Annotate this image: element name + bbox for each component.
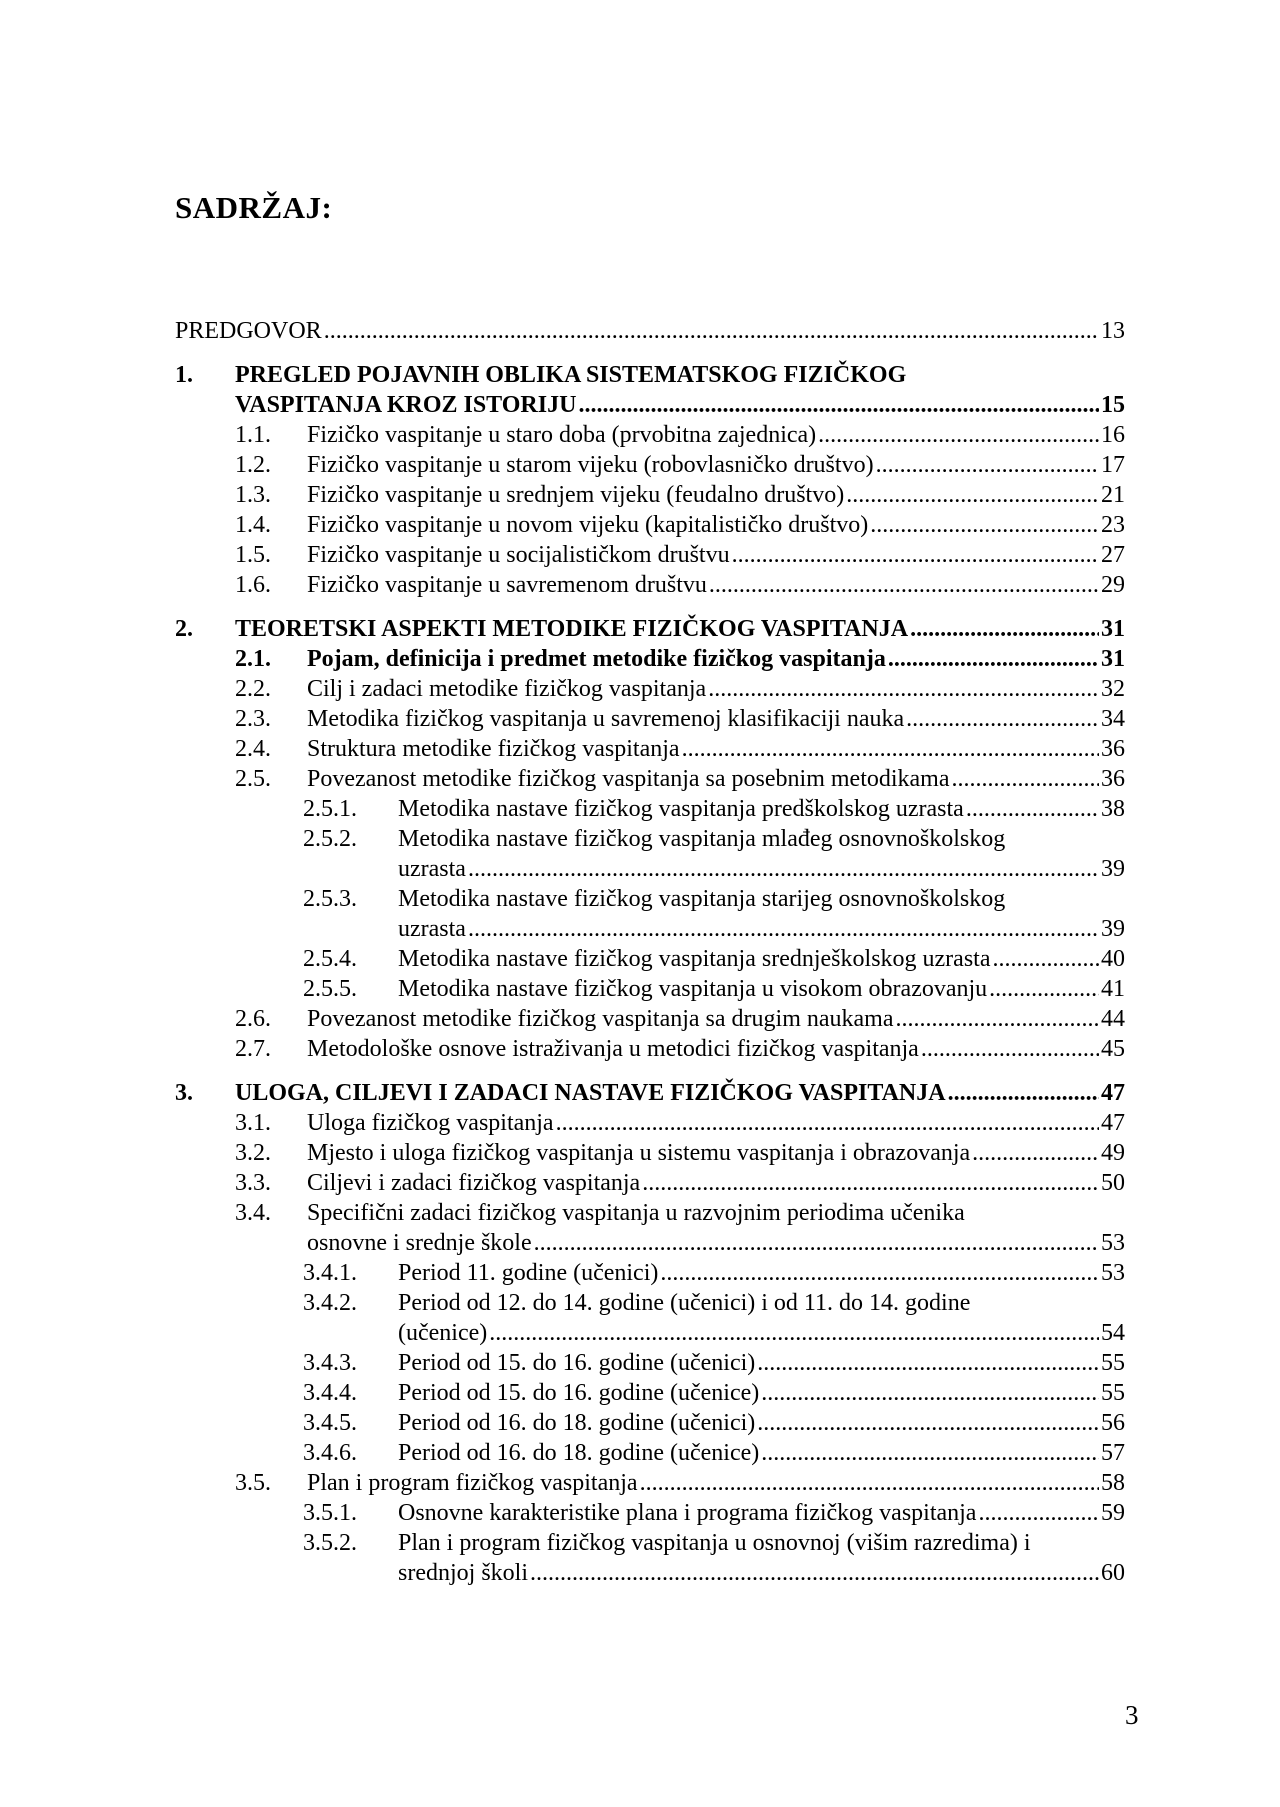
toc-page-number: 27 xyxy=(1101,542,1125,568)
toc-line xyxy=(398,854,1125,884)
toc-entry-text: Metodika nastave fizičkog vaspitanja srednješkolskog uzrasta xyxy=(398,946,991,972)
toc-line xyxy=(398,1348,1125,1378)
toc-line xyxy=(398,794,1125,824)
dot-leader xyxy=(682,734,1099,764)
toc-page-number: 44 xyxy=(1101,1006,1125,1032)
toc-entry-body xyxy=(307,1004,1125,1034)
toc-entry-body xyxy=(307,1034,1125,1064)
toc-page-number: 53 xyxy=(1101,1260,1125,1286)
toc-entry[interactable] xyxy=(175,1138,1125,1168)
toc-entry[interactable] xyxy=(175,674,1125,704)
toc-entry-body xyxy=(307,570,1125,600)
toc-number: 3. xyxy=(175,1080,193,1106)
toc-section-3-4[interactable] xyxy=(175,1198,1125,1258)
toc-chapter-2[interactable] xyxy=(175,614,1125,644)
toc-entry-body xyxy=(398,974,1125,1004)
toc-number: 1.6. xyxy=(235,572,271,598)
dot-leader xyxy=(732,540,1099,570)
toc-entry-text: uzrasta xyxy=(398,916,466,942)
toc-line xyxy=(398,914,1125,944)
toc-entry-predgovor[interactable] xyxy=(175,316,1125,346)
toc-entry[interactable] xyxy=(175,1288,1125,1348)
toc-line xyxy=(398,1498,1125,1528)
toc-entry[interactable] xyxy=(175,644,1125,674)
toc-entry-body xyxy=(307,1108,1125,1138)
toc-number: 3.4. xyxy=(235,1200,271,1226)
toc-entry-text: Period od 15. do 16. godine (učenice) xyxy=(398,1380,760,1406)
dot-leader xyxy=(642,1168,1099,1198)
toc-entry[interactable] xyxy=(175,884,1125,944)
toc-entry-text: Fizičko vaspitanje u srednjem vijeku (feudalno društvo) xyxy=(307,482,845,508)
toc-entry-body xyxy=(307,704,1125,734)
toc-number: 3.4.1. xyxy=(303,1260,357,1286)
dot-leader xyxy=(761,1438,1099,1468)
toc-entry-body xyxy=(398,1498,1125,1528)
dot-leader xyxy=(708,674,1099,704)
dot-leader xyxy=(993,944,1100,974)
toc-chapter-1[interactable] xyxy=(175,360,1125,420)
toc-page-number: 13 xyxy=(1101,318,1125,344)
toc-page-number: 31 xyxy=(1101,646,1125,672)
toc-section-3-5[interactable] xyxy=(175,1468,1125,1498)
toc-entry[interactable] xyxy=(175,540,1125,570)
toc-page-number: 21 xyxy=(1101,482,1125,508)
dot-leader xyxy=(846,480,1099,510)
toc-entry[interactable] xyxy=(175,794,1125,824)
dot-leader xyxy=(660,1258,1099,1288)
toc-line xyxy=(307,480,1125,510)
dot-leader xyxy=(757,1348,1099,1378)
toc-entry-body xyxy=(398,1288,1125,1348)
toc-entry[interactable] xyxy=(175,1528,1125,1588)
toc-line xyxy=(398,1288,1125,1318)
toc-line xyxy=(398,1528,1125,1558)
toc-number: 2.4. xyxy=(235,736,271,762)
dot-leader xyxy=(989,974,1099,1004)
toc-entry-text: Metodika fizičkog vaspitanja u savremenoj klasifikaciji nauka xyxy=(307,706,905,732)
toc-number: 2.7. xyxy=(235,1036,271,1062)
toc-entry-text: Plan i program fizičkog vaspitanja u osnovnoj (višim razredima) i xyxy=(398,1530,1031,1556)
toc-entry-body xyxy=(398,1438,1125,1468)
toc-entry-text: Fizičko vaspitanje u starom vijeku (robovlasničko društvo) xyxy=(307,452,874,478)
toc-page-number: 47 xyxy=(1101,1110,1125,1136)
toc-page-number: 36 xyxy=(1101,736,1125,762)
toc-entry[interactable] xyxy=(175,1438,1125,1468)
dot-leader xyxy=(888,644,1099,674)
dot-leader xyxy=(952,764,1099,794)
toc-number: 2.2. xyxy=(235,676,271,702)
toc-entry[interactable] xyxy=(175,944,1125,974)
toc-line xyxy=(307,674,1125,704)
toc-number: 3.1. xyxy=(235,1110,271,1136)
toc-entry[interactable] xyxy=(175,734,1125,764)
toc-entry-text: uzrasta xyxy=(398,856,466,882)
page-number: 3 xyxy=(1125,1700,1139,1730)
toc-number: 3.5.1. xyxy=(303,1500,357,1526)
dot-leader xyxy=(818,420,1099,450)
toc-page-number: 49 xyxy=(1101,1140,1125,1166)
toc-line xyxy=(307,450,1125,480)
toc-line xyxy=(307,510,1125,540)
toc-entry-text: Ciljevi i zadaci fizičkog vaspitanja xyxy=(307,1170,641,1196)
toc-entry-body xyxy=(398,794,1125,824)
toc-entry-text: Metodološke osnove istraživanja u metodici fizičkog vaspitanja xyxy=(307,1036,919,1062)
dot-leader xyxy=(709,570,1099,600)
toc-entry-body xyxy=(398,1378,1125,1408)
toc-entry-text: Osnovne karakteristike plana i programa fizičkog vaspitanja xyxy=(398,1500,977,1526)
toc-entry-text: Metodika nastave fizičkog vaspitanja u visokom obrazovanju xyxy=(398,976,988,1002)
toc-entry[interactable] xyxy=(175,1168,1125,1198)
toc-entry-body xyxy=(307,644,1125,674)
toc-line xyxy=(398,824,1125,854)
toc-entry-text: Uloga fizičkog vaspitanja xyxy=(307,1110,554,1136)
toc-page-number: 53 xyxy=(1101,1230,1125,1256)
toc-entry[interactable] xyxy=(175,824,1125,884)
toc-page-number: 15 xyxy=(1101,392,1125,418)
toc-page-number: 55 xyxy=(1101,1350,1125,1376)
toc-line xyxy=(307,764,1125,794)
toc-page-number: 57 xyxy=(1101,1440,1125,1466)
toc-entry-text: srednjoj školi xyxy=(398,1560,528,1586)
toc-page-number: 40 xyxy=(1101,946,1125,972)
toc-line xyxy=(398,1378,1125,1408)
toc-entry[interactable] xyxy=(175,704,1125,734)
toc-entry[interactable] xyxy=(175,764,1125,794)
toc-number: 3.2. xyxy=(235,1140,271,1166)
toc-page-number: 38 xyxy=(1101,796,1125,822)
toc-line xyxy=(398,944,1125,974)
toc-number: 1.1. xyxy=(235,422,271,448)
toc-line xyxy=(307,1034,1125,1064)
dot-leader xyxy=(468,914,1099,944)
toc-entry-body xyxy=(398,1348,1125,1378)
toc-line xyxy=(307,1108,1125,1138)
toc-number: 3.4.6. xyxy=(303,1440,357,1466)
toc-page-number: 58 xyxy=(1101,1470,1125,1496)
toc-entry[interactable] xyxy=(175,480,1125,510)
toc-entry-body xyxy=(307,734,1125,764)
toc-entry-body xyxy=(307,510,1125,540)
dot-leader xyxy=(757,1408,1099,1438)
toc-page-number: 59 xyxy=(1101,1500,1125,1526)
toc-entry-body xyxy=(398,944,1125,974)
toc-line xyxy=(307,420,1125,450)
toc-entry-text: Fizičko vaspitanje u novom vijeku (kapitalističko društvo) xyxy=(307,512,869,538)
toc-line xyxy=(307,734,1125,764)
toc-entry-text: Mjesto i uloga fizičkog vaspitanja u sistemu vaspitanja i obrazovanja xyxy=(307,1140,971,1166)
toc-entry-body xyxy=(398,1258,1125,1288)
toc-page-number: 16 xyxy=(1101,422,1125,448)
dot-leader xyxy=(534,1228,1099,1258)
toc-line xyxy=(307,1168,1125,1198)
toc-page-number: 41 xyxy=(1101,976,1125,1002)
toc-line xyxy=(398,1318,1125,1348)
toc-number: 2.5.5. xyxy=(303,976,357,1002)
toc-number: 2.1. xyxy=(235,646,271,672)
toc-line xyxy=(398,1408,1125,1438)
toc-number: 1.4. xyxy=(235,512,271,538)
toc-entry-body xyxy=(307,674,1125,704)
toc-number: 3.4.5. xyxy=(303,1410,357,1436)
toc-line xyxy=(307,1004,1125,1034)
dot-leader xyxy=(910,614,1099,644)
dot-leader xyxy=(972,1138,1099,1168)
toc-number: 3.4.3. xyxy=(303,1350,357,1376)
dot-leader xyxy=(556,1108,1099,1138)
toc-line xyxy=(398,884,1125,914)
toc-page-number: 31 xyxy=(1101,616,1125,642)
toc-entry[interactable] xyxy=(175,450,1125,480)
toc-number: 2.5.1. xyxy=(303,796,357,822)
toc-line xyxy=(398,1558,1125,1588)
toc-entry-text: osnovne i srednje škole xyxy=(307,1230,532,1256)
toc-number: 1.3. xyxy=(235,482,271,508)
toc-page-number: 55 xyxy=(1101,1380,1125,1406)
toc-page-number: 50 xyxy=(1101,1170,1125,1196)
toc-line xyxy=(307,644,1125,674)
toc-entry-text: Period od 16. do 18. godine (učenice) xyxy=(398,1440,760,1466)
toc-page-number: 39 xyxy=(1101,916,1125,942)
toc-line xyxy=(307,570,1125,600)
toc-chapter-3[interactable] xyxy=(175,1078,1125,1108)
toc-entry-body xyxy=(398,824,1125,884)
toc-page-number: 32 xyxy=(1101,676,1125,702)
toc-page-number: 23 xyxy=(1101,512,1125,538)
toc-page-number: 54 xyxy=(1101,1320,1125,1346)
toc-entry[interactable] xyxy=(175,1378,1125,1408)
toc-entry[interactable] xyxy=(175,1004,1125,1034)
toc-entry-text: PREDGOVOR xyxy=(175,318,322,344)
toc-entry[interactable] xyxy=(175,570,1125,600)
dot-leader xyxy=(761,1378,1099,1408)
toc-number: 1.5. xyxy=(235,542,271,568)
toc-number: 3.5. xyxy=(235,1470,271,1496)
toc-entry[interactable] xyxy=(175,1034,1125,1064)
page-title: SADRŽAJ: xyxy=(175,190,333,225)
toc-entry[interactable] xyxy=(175,974,1125,1004)
toc-entry-body xyxy=(398,1408,1125,1438)
toc-entry-text: Pojam, definicija i predmet metodike fizičkog vaspitanja xyxy=(307,646,886,672)
dot-leader xyxy=(966,794,1099,824)
dot-leader xyxy=(906,704,1099,734)
dot-leader xyxy=(876,450,1099,480)
toc-entry-text: Period 11. godine (učenici) xyxy=(398,1260,659,1286)
toc-page-number: 34 xyxy=(1101,706,1125,732)
toc-entry-text: Plan i program fizičkog vaspitanja xyxy=(307,1470,638,1496)
toc-entry-body xyxy=(307,1138,1125,1168)
toc-entry-text: VASPITANJA KROZ ISTORIJU xyxy=(235,392,577,418)
toc-entry[interactable] xyxy=(175,1348,1125,1378)
toc-number: 1.2. xyxy=(235,452,271,478)
dot-leader xyxy=(921,1034,1099,1064)
toc-entry-text: Fizičko vaspitanje u staro doba (prvobitna zajednica) xyxy=(307,422,817,448)
toc-entry-text: Period od 12. do 14. godine (učenici) i od 11. do 14. godine xyxy=(398,1290,971,1316)
toc-entry[interactable] xyxy=(175,1408,1125,1438)
table-of-contents xyxy=(175,316,1125,1588)
dot-leader xyxy=(324,316,1099,346)
toc-entry-text: Cilj i zadaci metodike fizičkog vaspitanja xyxy=(307,676,707,702)
toc-entry-text: Period od 15. do 16. godine (učenici) xyxy=(398,1350,756,1376)
toc-number: 2.6. xyxy=(235,1006,271,1032)
dot-leader xyxy=(978,1498,1099,1528)
toc-page-number: 47 xyxy=(1101,1080,1125,1106)
toc-line xyxy=(307,1138,1125,1168)
toc-entry-text: PREGLED POJAVNIH OBLIKA SISTEMATSKOG FIZIČKOG xyxy=(235,362,907,388)
toc-number: 3.4.4. xyxy=(303,1380,357,1406)
toc-number: 2.5.4. xyxy=(303,946,357,972)
dot-leader xyxy=(530,1558,1099,1588)
toc-line xyxy=(398,974,1125,1004)
toc-number: 3.4.2. xyxy=(303,1290,357,1316)
toc-entry-text: Fizičko vaspitanje u savremenom društvu xyxy=(307,572,707,598)
toc-entry-text: Metodika nastave fizičkog vaspitanja predškolskog uzrasta xyxy=(398,796,964,822)
toc-entry-body xyxy=(307,764,1125,794)
toc-page-number: 45 xyxy=(1101,1036,1125,1062)
toc-entry-text: Povezanost metodike fizičkog vaspitanja sa posebnim metodikama xyxy=(307,766,950,792)
dot-leader xyxy=(896,1004,1100,1034)
toc-entry-body xyxy=(307,480,1125,510)
toc-entry-text: Metodika nastave fizičkog vaspitanja starijeg osnovnoškolskog xyxy=(398,886,1006,912)
dot-leader xyxy=(468,854,1099,884)
toc-entry-body xyxy=(307,420,1125,450)
toc-page-number: 36 xyxy=(1101,766,1125,792)
toc-page-number: 60 xyxy=(1101,1560,1125,1586)
toc-number: 2. xyxy=(175,616,193,642)
toc-entry-body xyxy=(398,884,1125,944)
toc-entry-body xyxy=(307,540,1125,570)
toc-entry[interactable] xyxy=(175,1498,1125,1528)
dot-leader xyxy=(578,390,1099,420)
toc-entry-text: Fizičko vaspitanje u socijalističkom društvu xyxy=(307,542,730,568)
toc-line xyxy=(307,704,1125,734)
toc-line xyxy=(398,1258,1125,1288)
toc-number: 2.5.3. xyxy=(303,886,357,912)
toc-entry-text: Povezanost metodike fizičkog vaspitanja sa drugim naukama xyxy=(307,1006,894,1032)
toc-entry-text: Struktura metodike fizičkog vaspitanja xyxy=(307,736,680,762)
toc-entry-text: TEORETSKI ASPEKTI METODIKE FIZIČKOG VASPITANJA xyxy=(235,616,909,642)
toc-number: 2.5. xyxy=(235,766,271,792)
toc-entry-body xyxy=(307,450,1125,480)
toc-number: 3.5.2. xyxy=(303,1530,357,1556)
toc-line xyxy=(307,540,1125,570)
toc-page-number: 17 xyxy=(1101,452,1125,478)
toc-line xyxy=(398,1438,1125,1468)
toc-page-number: 29 xyxy=(1101,572,1125,598)
toc-number: 2.5.2. xyxy=(303,826,357,852)
toc-number: 1. xyxy=(175,362,193,388)
toc-page-number: 56 xyxy=(1101,1410,1125,1436)
toc-page-number: 39 xyxy=(1101,856,1125,882)
toc-entry-text: (učenice) xyxy=(398,1320,488,1346)
dot-leader xyxy=(948,1078,1099,1108)
toc-number: 2.3. xyxy=(235,706,271,732)
toc-entry-text: Metodika nastave fizičkog vaspitanja mlađeg osnovnoškolskog xyxy=(398,826,1006,852)
dot-leader xyxy=(489,1318,1099,1348)
toc-entry-body xyxy=(398,1528,1125,1588)
toc-entry[interactable] xyxy=(175,1258,1125,1288)
toc-number: 3.3. xyxy=(235,1170,271,1196)
toc-entry-text: Period od 16. do 18. godine (učenici) xyxy=(398,1410,756,1436)
dot-leader xyxy=(640,1468,1099,1498)
toc-entry[interactable] xyxy=(175,510,1125,540)
toc-entry[interactable] xyxy=(175,420,1125,450)
toc-entry-text: ULOGA, CILJEVI I ZADACI NASTAVE FIZIČKOG VASPITANJA xyxy=(235,1080,946,1106)
toc-entry-text: Specifični zadaci fizičkog vaspitanja u razvojnim periodima učenika xyxy=(307,1200,965,1226)
toc-entry[interactable] xyxy=(175,1108,1125,1138)
dot-leader xyxy=(870,510,1099,540)
toc-entry-body xyxy=(307,1168,1125,1198)
